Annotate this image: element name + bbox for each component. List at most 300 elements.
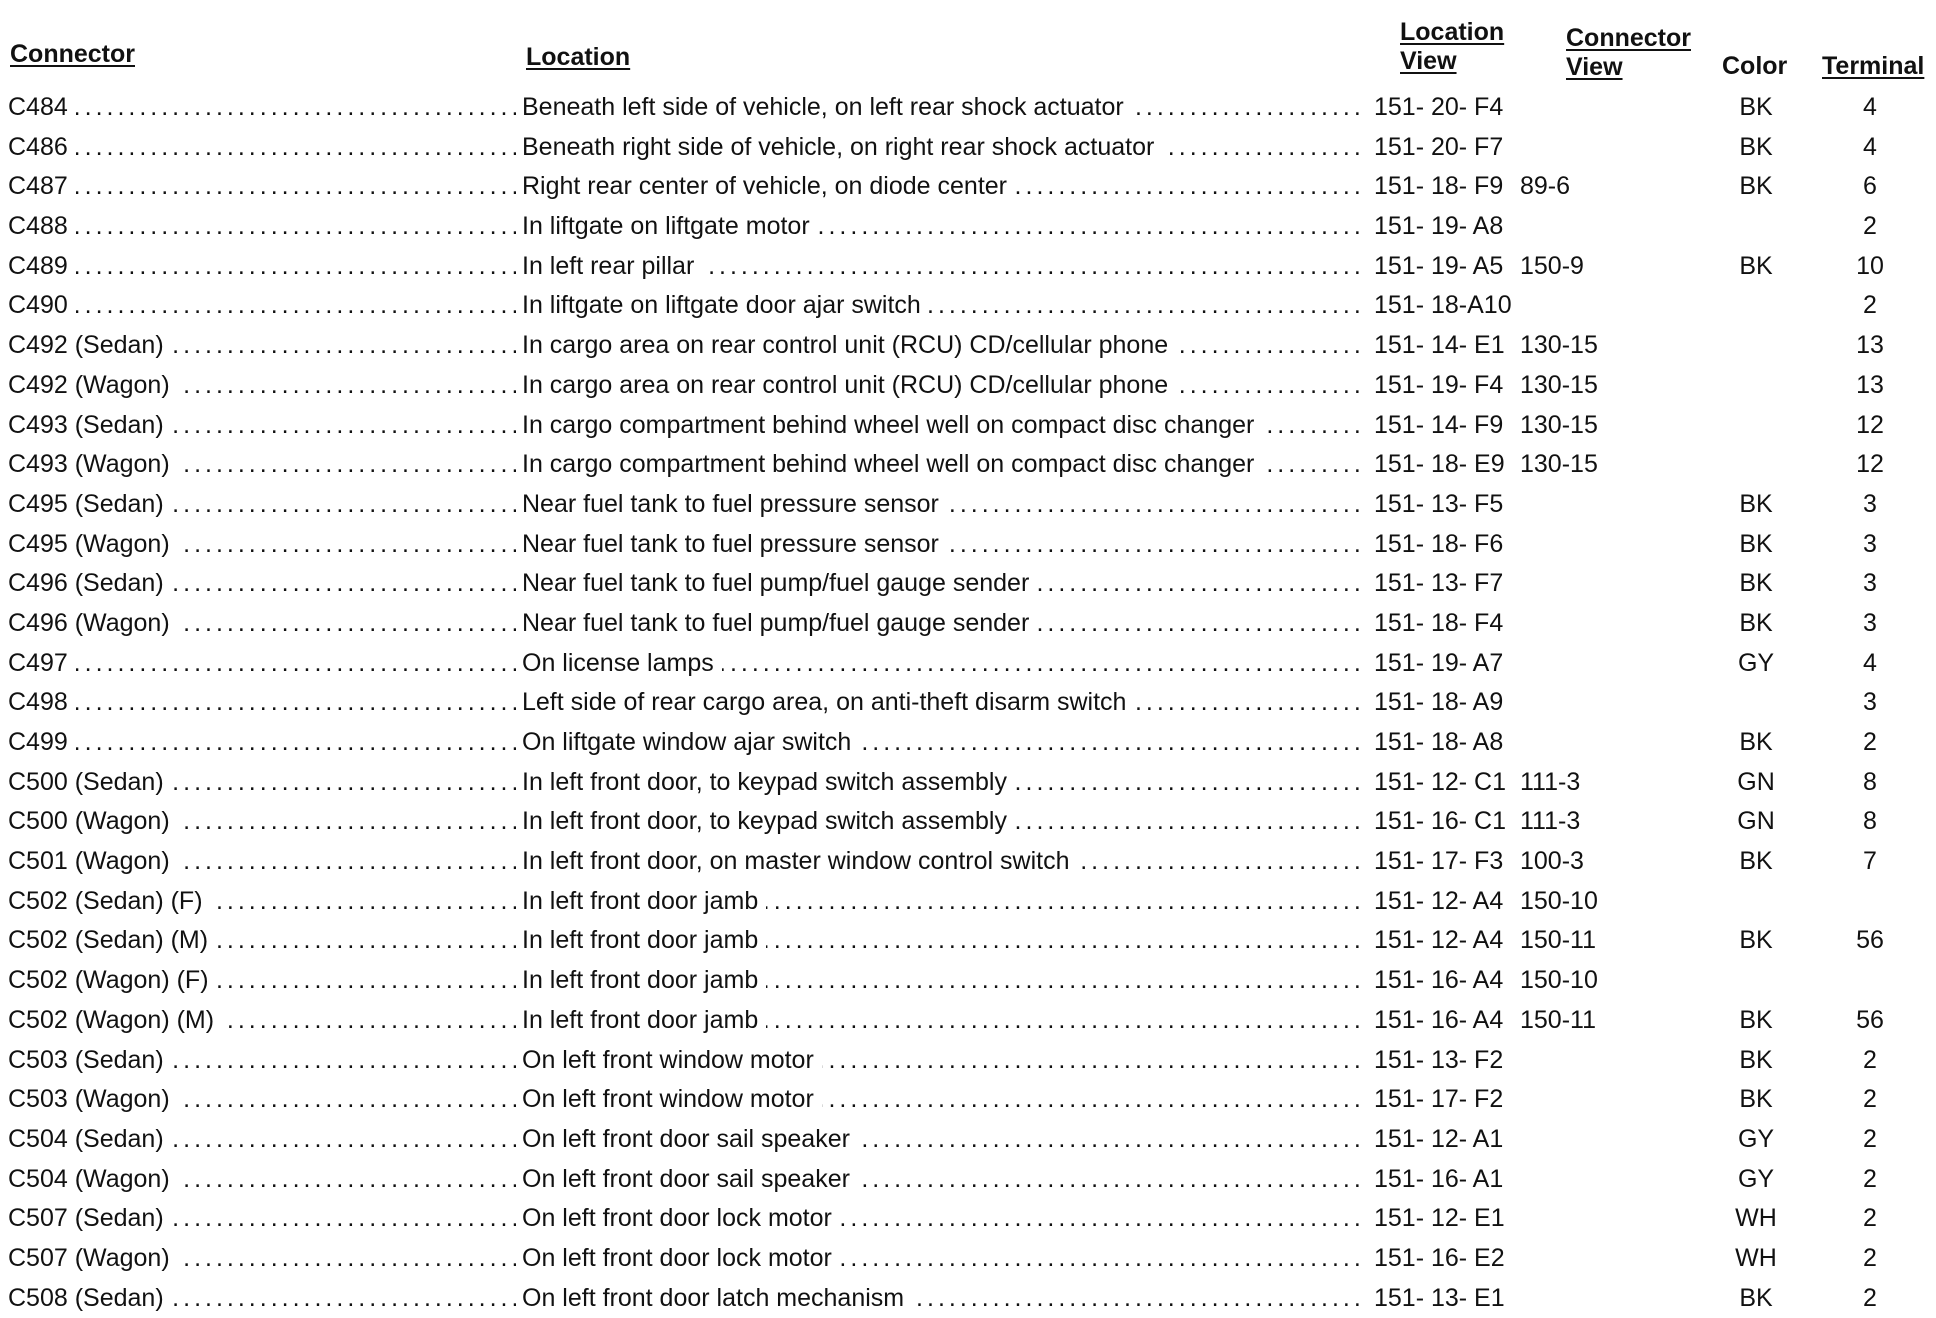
cell-location	[522, 445, 1362, 485]
cell-color-text: BK	[1739, 926, 1773, 955]
cell-color	[1726, 921, 1786, 961]
cell-connector-view	[1520, 366, 1670, 406]
cell-terminal	[1840, 167, 1900, 207]
cell-connector	[8, 326, 516, 366]
table-row	[0, 1279, 1936, 1318]
table-row	[0, 485, 1936, 525]
cell-connector	[8, 366, 516, 406]
cell-connector	[8, 961, 516, 1001]
cell-connector-view	[1520, 882, 1670, 922]
cell-location-text: On left front door lock motor	[522, 1244, 840, 1272]
cell-location	[522, 326, 1362, 366]
cell-connector	[8, 1279, 516, 1318]
cell-location-view	[1374, 1041, 1516, 1081]
cell-location-view	[1374, 207, 1516, 247]
cell-location	[522, 366, 1362, 406]
cell-location-view-text: 151- 16- A4	[1374, 966, 1511, 994]
cell-connector	[8, 564, 516, 604]
cell-connector	[8, 167, 516, 207]
cell-terminal-text: 3	[1863, 688, 1877, 717]
cell-terminal-text: 10	[1856, 251, 1884, 280]
cell-color-text: BK	[1739, 489, 1773, 518]
table-row	[0, 406, 1936, 446]
cell-connector-view-text: 130-15	[1520, 410, 1598, 439]
cell-connector	[8, 1001, 516, 1041]
cell-connector-text: C502 (Wagon) (F)	[8, 966, 217, 994]
cell-terminal	[1840, 366, 1900, 406]
cell-connector-text: C502 (Sedan) (F)	[8, 887, 211, 915]
cell-location-text: On liftgate window ajar switch	[522, 728, 859, 756]
cell-connector	[8, 921, 516, 961]
cell-color-text: BK	[1739, 728, 1773, 756]
cell-terminal	[1840, 128, 1900, 168]
cell-terminal-text: 8	[1863, 767, 1877, 796]
cell-connector-text: C497	[8, 649, 76, 677]
cell-location-view-text: 151- 20- F7	[1374, 132, 1504, 161]
cell-location-text: On left front door lock motor	[522, 1204, 840, 1232]
cell-color-text: BK	[1739, 1085, 1773, 1114]
header-location-view-line2: View	[1400, 47, 1457, 75]
cell-terminal	[1840, 1080, 1900, 1120]
cell-location-view	[1374, 604, 1516, 644]
cell-connector	[8, 644, 516, 684]
cell-terminal	[1840, 247, 1900, 287]
cell-location-view-text: 151- 18-A10	[1374, 291, 1512, 320]
cell-location-text: Left side of rear cargo area, on anti-theft disarm switch	[522, 688, 1134, 716]
cell-location	[522, 1080, 1362, 1120]
cell-terminal	[1840, 88, 1900, 128]
table-row	[0, 445, 1936, 485]
cell-terminal	[1840, 723, 1900, 763]
cell-location-view	[1374, 683, 1516, 723]
cell-terminal	[1840, 683, 1900, 723]
cell-connector-view	[1520, 167, 1670, 207]
table-row	[0, 1041, 1936, 1081]
cell-connector-text: C484	[8, 93, 76, 121]
cell-location	[522, 763, 1362, 803]
cell-color-text: BK	[1739, 608, 1773, 637]
cell-connector-view-text: 89-6	[1520, 172, 1571, 201]
header-location-view-line1: Location	[1400, 18, 1505, 46]
cell-connector-text: C488	[8, 212, 76, 240]
cell-location-view	[1374, 1120, 1516, 1160]
cell-terminal	[1840, 1120, 1900, 1160]
cell-location	[522, 247, 1362, 287]
cell-connector-text: C487	[8, 172, 76, 200]
cell-location-view-text: 151- 18- A8	[1374, 728, 1504, 756]
cell-connector-view	[1520, 326, 1670, 366]
table-row	[0, 247, 1936, 287]
cell-location-view-text: 151- 12- A4	[1374, 926, 1511, 954]
cell-terminal-text: 2	[1863, 1204, 1877, 1233]
cell-location-view	[1374, 842, 1516, 882]
table-row	[0, 88, 1936, 128]
cell-connector-view	[1520, 961, 1670, 1001]
cell-connector-view-text: 100-3	[1520, 847, 1584, 876]
cell-color-text: BK	[1739, 93, 1773, 121]
cell-color	[1726, 1120, 1786, 1160]
cell-location-view	[1374, 1239, 1516, 1279]
cell-color-text: GN	[1737, 767, 1775, 796]
cell-terminal-text: 6	[1863, 172, 1877, 201]
cell-location-view	[1374, 445, 1516, 485]
cell-location	[522, 406, 1362, 446]
cell-terminal-text: 2	[1863, 291, 1877, 320]
cell-color-text: BK	[1739, 1045, 1773, 1074]
cell-location-view-text: 151- 17- F2	[1374, 1085, 1504, 1114]
cell-location-view-text: 151- 12- C1	[1374, 768, 1514, 796]
cell-color	[1726, 763, 1786, 803]
cell-connector	[8, 445, 516, 485]
cell-location-view-text: 151- 13- E1	[1374, 1283, 1505, 1312]
cell-location-text: Beneath left side of vehicle, on left rear shock actuator	[522, 93, 1132, 121]
cell-location	[522, 802, 1362, 842]
cell-terminal-text: 2	[1863, 1085, 1877, 1114]
cell-location-view-text: 151- 19- F4	[1374, 371, 1511, 399]
header-location-view	[1400, 18, 1504, 76]
cell-location	[522, 1239, 1362, 1279]
cell-terminal-text: 2	[1863, 728, 1877, 756]
cell-location	[522, 286, 1362, 326]
cell-terminal-text: 2	[1863, 212, 1877, 241]
cell-location-text: In left front door jamb	[522, 887, 766, 915]
cell-connector-view-text: 150-10	[1520, 886, 1598, 915]
cell-location-text: In left front door jamb	[522, 1006, 766, 1034]
cell-connector	[8, 1080, 516, 1120]
cell-terminal-text: 2	[1863, 1243, 1877, 1272]
cell-location-view	[1374, 644, 1516, 684]
table-row	[0, 644, 1936, 684]
cell-connector-text: C499	[8, 728, 76, 756]
cell-location-view	[1374, 802, 1516, 842]
header-connector: Connector	[10, 40, 135, 68]
cell-connector-view-text: 150-10	[1520, 966, 1598, 995]
cell-terminal	[1840, 564, 1900, 604]
cell-location	[522, 921, 1362, 961]
cell-location	[522, 1160, 1362, 1200]
cell-location-text: Near fuel tank to fuel pressure sensor	[522, 490, 947, 518]
cell-connector	[8, 763, 516, 803]
cell-color	[1726, 525, 1786, 565]
cell-connector-view	[1520, 1001, 1670, 1041]
table-row	[0, 1080, 1936, 1120]
cell-connector-text: C503 (Wagon)	[8, 1085, 178, 1113]
cell-terminal	[1840, 763, 1900, 803]
cell-connector-text: C495 (Wagon)	[8, 530, 178, 558]
cell-location-view-text: 151- 14- F9	[1374, 411, 1511, 439]
cell-location-view-text: 151- 18- E9	[1374, 450, 1513, 478]
cell-color	[1726, 88, 1786, 128]
cell-color-text: WH	[1735, 1204, 1777, 1233]
cell-location-view-text: 151- 18- A9	[1374, 688, 1504, 717]
table-row	[0, 326, 1936, 366]
cell-color	[1726, 1239, 1786, 1279]
cell-terminal-text: 13	[1856, 331, 1884, 360]
cell-color-text: BK	[1739, 847, 1773, 876]
cell-location-text: On left front door latch mechanism	[522, 1284, 912, 1312]
cell-connector-text: C492 (Sedan)	[8, 331, 172, 359]
cell-location-text: In left front door, to keypad switch assembly	[522, 807, 1015, 835]
cell-location	[522, 683, 1362, 723]
cell-terminal	[1840, 604, 1900, 644]
cell-location-view-text: 151- 14- E1	[1374, 331, 1513, 359]
cell-location	[522, 564, 1362, 604]
cell-color	[1726, 1279, 1786, 1318]
cell-location	[522, 128, 1362, 168]
cell-terminal-text: 12	[1856, 410, 1884, 439]
cell-location-view-text: 151- 18- F4	[1374, 608, 1504, 637]
cell-location	[522, 723, 1362, 763]
cell-terminal-text: 3	[1863, 489, 1877, 518]
table-row	[0, 723, 1936, 763]
cell-terminal-text: 2	[1863, 1124, 1877, 1153]
cell-location-text: On license lamps	[522, 649, 722, 677]
cell-connector-text: C492 (Wagon)	[8, 371, 178, 399]
cell-location-view	[1374, 1080, 1516, 1120]
cell-connector	[8, 207, 516, 247]
header-connector-view	[1566, 24, 1691, 82]
cell-terminal-text: 2	[1863, 1045, 1877, 1074]
cell-location-view-text: 151- 13- F7	[1374, 569, 1504, 598]
cell-location-view-text: 151- 20- F4	[1374, 93, 1504, 121]
cell-connector-view-text: 150-11	[1520, 926, 1596, 955]
cell-location-text: On left front door sail speaker	[522, 1125, 858, 1153]
cell-connector-text: C502 (Sedan) (M)	[8, 926, 216, 954]
cell-color	[1726, 1080, 1786, 1120]
cell-terminal-text: 4	[1863, 648, 1877, 677]
cell-connector	[8, 128, 516, 168]
table-row	[0, 842, 1936, 882]
cell-terminal	[1840, 445, 1900, 485]
cell-connector-text: C501 (Wagon)	[8, 847, 178, 875]
cell-connector-view-text: 111-3	[1520, 767, 1581, 796]
cell-connector-text: C504 (Wagon)	[8, 1165, 178, 1193]
cell-location-text: In left front door jamb	[522, 926, 766, 954]
cell-location-view-text: 151- 12- E1	[1374, 1204, 1505, 1233]
cell-connector-text: C493 (Sedan)	[8, 411, 172, 439]
cell-location-text: On left front door sail speaker	[522, 1165, 858, 1193]
cell-connector	[8, 1199, 516, 1239]
table-row	[0, 286, 1936, 326]
cell-connector-text: C508 (Sedan)	[8, 1284, 172, 1312]
cell-color-text: GY	[1737, 648, 1775, 677]
cell-location-text: Near fuel tank to fuel pressure sensor	[522, 530, 947, 558]
cell-terminal	[1840, 1041, 1900, 1081]
header-location: Location	[526, 43, 631, 71]
cell-connector-text: C496 (Wagon)	[8, 609, 178, 637]
cell-location-view-text: 151- 12- A1	[1374, 1124, 1504, 1153]
table-row	[0, 604, 1936, 644]
cell-color	[1726, 842, 1786, 882]
cell-connector-view	[1520, 802, 1670, 842]
cell-connector-text: C500 (Wagon)	[8, 807, 178, 835]
cell-connector-text: C500 (Sedan)	[8, 768, 172, 796]
cell-terminal	[1840, 644, 1900, 684]
cell-location-text: In left rear pillar	[522, 252, 702, 280]
cell-connector-view-text: 150-11	[1520, 1005, 1596, 1034]
table-row	[0, 564, 1936, 604]
cell-location	[522, 1041, 1362, 1081]
cell-color	[1726, 1041, 1786, 1081]
cell-color-text: WH	[1735, 1243, 1777, 1272]
cell-color-text: GY	[1737, 1124, 1775, 1153]
cell-color	[1726, 564, 1786, 604]
cell-location-text: In cargo area on rear control unit (RCU) CD/cellular phone	[522, 371, 1176, 399]
cell-color-text: BK	[1739, 1005, 1773, 1034]
cell-color	[1726, 604, 1786, 644]
table-row	[0, 207, 1936, 247]
cell-location-view-text: 151- 16- A1	[1374, 1164, 1504, 1193]
cell-location-text: In cargo compartment behind wheel well on compact disc changer	[522, 411, 1262, 439]
cell-color-text: BK	[1739, 529, 1773, 558]
cell-terminal	[1840, 326, 1900, 366]
cell-terminal	[1840, 406, 1900, 446]
cell-location-view-text: 151- 18- F6	[1374, 529, 1504, 558]
cell-terminal	[1840, 921, 1900, 961]
cell-connector-view	[1520, 763, 1670, 803]
cell-terminal	[1840, 1279, 1900, 1318]
cell-color	[1726, 802, 1786, 842]
cell-location	[522, 1279, 1362, 1318]
cell-connector-text: C490	[8, 291, 76, 319]
cell-connector-view-text: 130-15	[1520, 370, 1598, 399]
cell-terminal-text: 4	[1863, 93, 1877, 121]
cell-connector-text: C502 (Wagon) (M)	[8, 1006, 222, 1034]
cell-location-view	[1374, 921, 1516, 961]
table-row	[0, 1001, 1936, 1041]
cell-connector-text: C503 (Sedan)	[8, 1046, 172, 1074]
cell-color	[1726, 167, 1786, 207]
cell-location-view	[1374, 882, 1516, 922]
cell-connector	[8, 842, 516, 882]
cell-connector	[8, 286, 516, 326]
cell-location	[522, 1001, 1362, 1041]
cell-terminal-text: 56	[1856, 926, 1884, 955]
cell-location-view-text: 151- 12- A4	[1374, 887, 1511, 915]
cell-connector	[8, 882, 516, 922]
cell-color-text: BK	[1739, 172, 1773, 201]
cell-color-text: GY	[1737, 1164, 1775, 1193]
cell-terminal	[1840, 1001, 1900, 1041]
cell-location-text: In cargo area on rear control unit (RCU) CD/cellular phone	[522, 331, 1176, 359]
table-row	[0, 525, 1936, 565]
cell-terminal-text: 3	[1863, 608, 1877, 637]
cell-location-text: Right rear center of vehicle, on diode center	[522, 172, 1015, 200]
cell-terminal-text: 7	[1863, 847, 1877, 876]
cell-location-view	[1374, 763, 1516, 803]
table-row	[0, 961, 1936, 1001]
cell-location	[522, 882, 1362, 922]
cell-location	[522, 88, 1362, 128]
cell-connector	[8, 683, 516, 723]
cell-color	[1726, 128, 1786, 168]
cell-location-text: On left front window motor	[522, 1085, 822, 1113]
cell-location-view	[1374, 366, 1516, 406]
header-connector-view-line2: View	[1566, 53, 1623, 81]
cell-location	[522, 485, 1362, 525]
connector-rows	[0, 88, 1936, 1318]
cell-location-view-text: 151- 13- F5	[1374, 489, 1504, 518]
cell-terminal	[1840, 1239, 1900, 1279]
table-row	[0, 683, 1936, 723]
cell-location-view	[1374, 128, 1516, 168]
cell-location-view	[1374, 1160, 1516, 1200]
cell-location-view	[1374, 167, 1516, 207]
cell-terminal-text: 3	[1863, 569, 1877, 598]
table-row	[0, 128, 1936, 168]
cell-connector-text: C507 (Wagon)	[8, 1244, 178, 1272]
cell-connector	[8, 1160, 516, 1200]
cell-color	[1726, 644, 1786, 684]
cell-connector	[8, 1239, 516, 1279]
cell-connector-view	[1520, 247, 1670, 287]
cell-connector-text: C486	[8, 133, 76, 161]
cell-location	[522, 1199, 1362, 1239]
cell-color-text: BK	[1739, 132, 1773, 161]
cell-location-view-text: 151- 16- E2	[1374, 1243, 1505, 1272]
cell-connector	[8, 723, 516, 763]
cell-connector	[8, 88, 516, 128]
cell-location-view	[1374, 88, 1516, 128]
cell-location-view-text: 151- 19- A7	[1374, 648, 1504, 677]
cell-location-text: In cargo compartment behind wheel well on compact disc changer	[522, 450, 1262, 478]
cell-location-text: Near fuel tank to fuel pump/fuel gauge sender	[522, 569, 1037, 597]
cell-location	[522, 644, 1362, 684]
table-row	[0, 921, 1936, 961]
cell-connector-text: C498	[8, 688, 76, 716]
cell-location-view	[1374, 326, 1516, 366]
cell-location-view	[1374, 1279, 1516, 1318]
cell-location-text: Near fuel tank to fuel pump/fuel gauge sender	[522, 609, 1037, 637]
cell-location	[522, 842, 1362, 882]
cell-connector-text: C489	[8, 252, 76, 280]
cell-location-view	[1374, 1001, 1516, 1041]
cell-connector	[8, 1041, 516, 1081]
cell-terminal-text: 2	[1863, 1283, 1877, 1312]
table-row	[0, 763, 1936, 803]
table-row	[0, 366, 1936, 406]
cell-terminal-text: 12	[1856, 450, 1884, 479]
cell-color-text: BK	[1739, 569, 1773, 598]
cell-terminal-text: 8	[1863, 807, 1877, 836]
cell-terminal	[1840, 286, 1900, 326]
cell-connector	[8, 485, 516, 525]
cell-location-text: In liftgate on liftgate door ajar switch	[522, 291, 929, 319]
cell-connector-view-text: 111-3	[1520, 807, 1581, 836]
cell-location-view	[1374, 525, 1516, 565]
cell-color-text: BK	[1739, 251, 1773, 280]
cell-color	[1726, 1160, 1786, 1200]
cell-terminal	[1840, 802, 1900, 842]
cell-color-text: GN	[1737, 807, 1775, 836]
cell-location	[522, 167, 1362, 207]
cell-location-text: Beneath right side of vehicle, on right rear shock actuator	[522, 133, 1162, 161]
table-row	[0, 882, 1936, 922]
header-connector-view-line1: Connector	[1566, 24, 1691, 52]
cell-terminal-text: 4	[1863, 132, 1877, 161]
cell-terminal-text: 3	[1863, 529, 1877, 558]
cell-color	[1726, 485, 1786, 525]
cell-connector	[8, 604, 516, 644]
cell-location-view	[1374, 1199, 1516, 1239]
cell-location	[522, 1120, 1362, 1160]
cell-color	[1726, 1199, 1786, 1239]
cell-terminal	[1840, 485, 1900, 525]
cell-connector	[8, 247, 516, 287]
cell-location	[522, 525, 1362, 565]
cell-connector-view	[1520, 921, 1670, 961]
cell-connector-text: C495 (Sedan)	[8, 490, 172, 518]
